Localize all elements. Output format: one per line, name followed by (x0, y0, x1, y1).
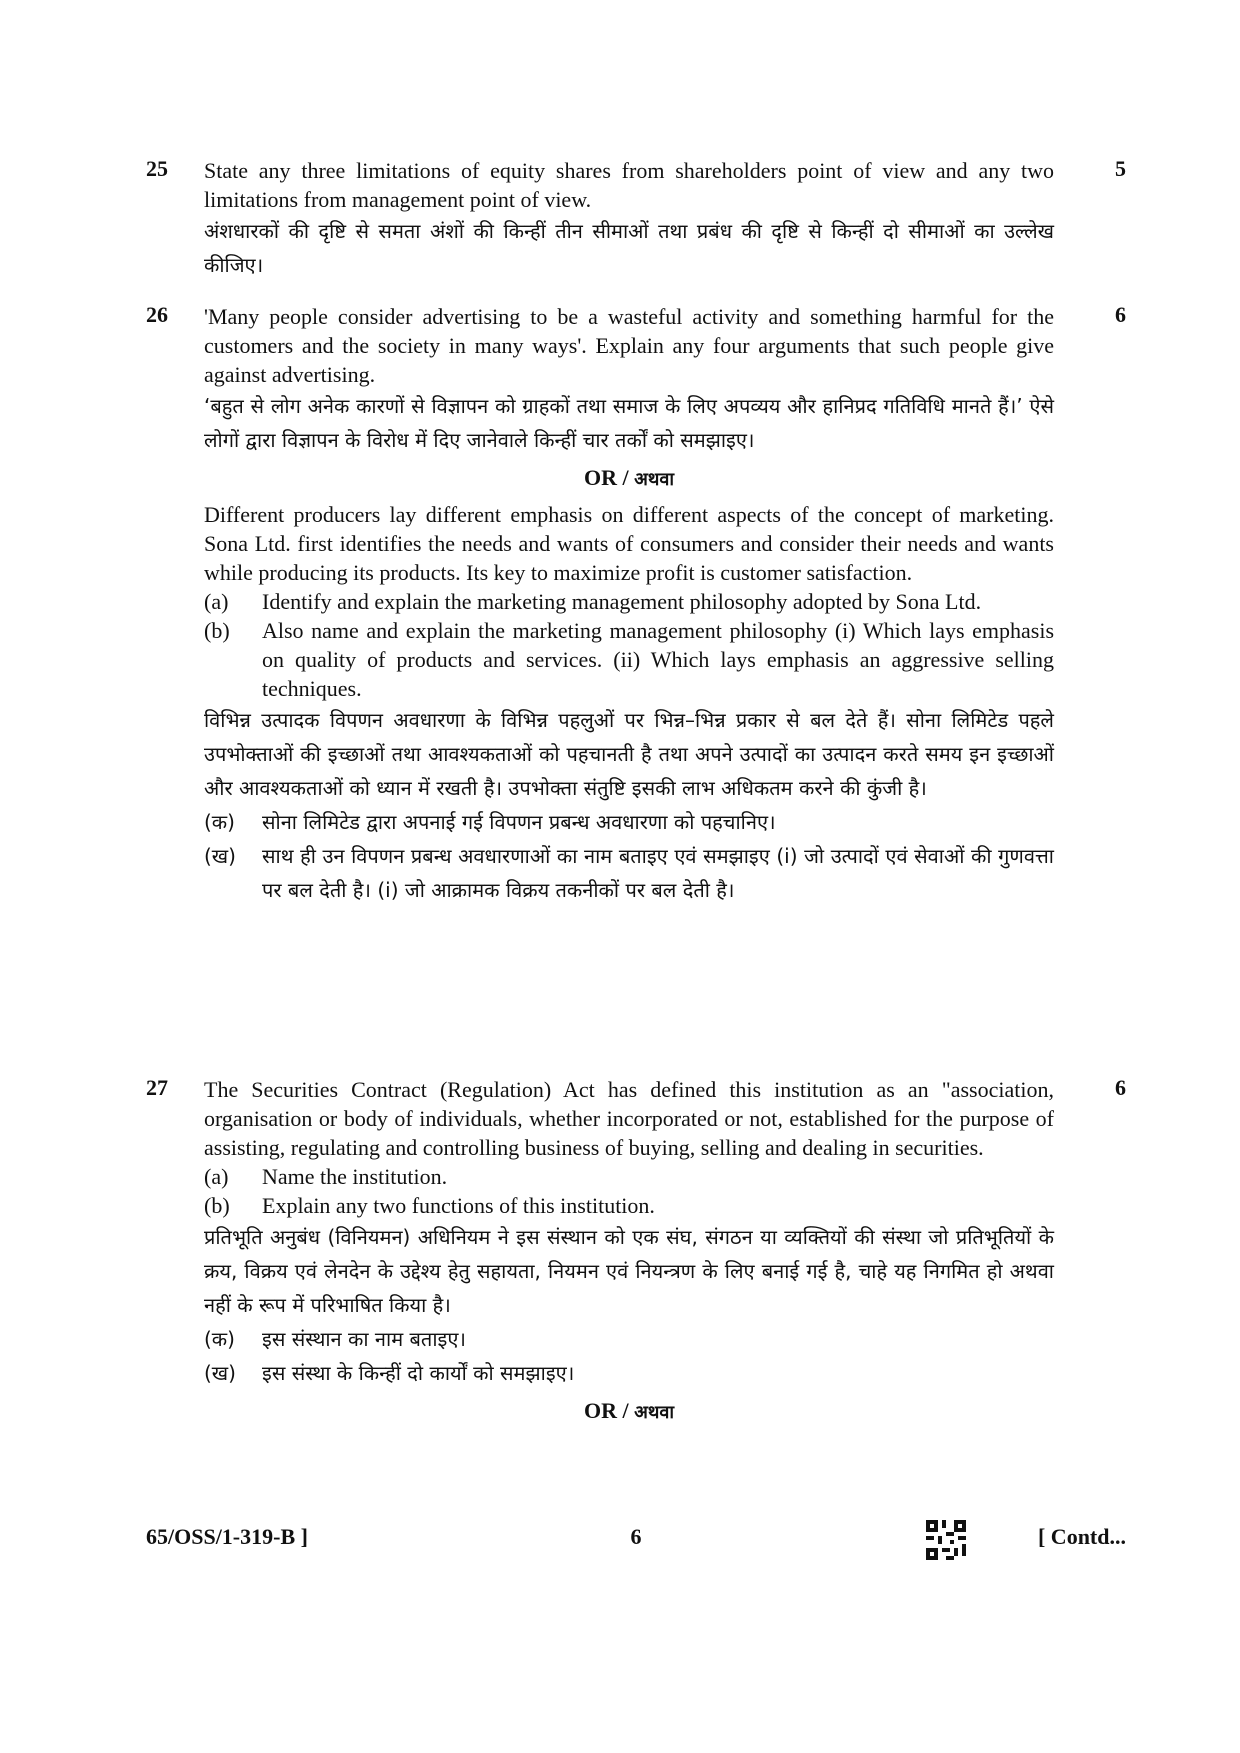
sub-question (204, 1322, 1054, 1356)
alternative-text-hi: विभिन्न उत्पादक विपणन अवधारणा के विभिन्न पहलुओं पर भिन्न–भिन्न प्रकार से बल देते हैं। सोना लिमिटेड पहले उपभोक्ताओं की इच्छाओं तथा आवश्यकताओं को पहचानती है तथा अपने उत्पादों का उत्पादन करते समय इन इच्छाओं और आवश्यकताओं को ध्यान में रखती है। उपभोक्ता संतुष्टि इसकी लाभ अधिकतम करने की कुंजी है। (204, 708, 1054, 800)
question-marks: 6 (1115, 302, 1126, 327)
question-number: 25 (146, 156, 168, 181)
qr-code-icon (926, 1520, 966, 1560)
or-divider (204, 1396, 1054, 1427)
question-text-hi: ‘बहुत से लोग अनेक कारणों से विज्ञापन को ग्राहकों तथा समाज के लिए अपव्यय और हानिप्रद गतिविधि मानते हैं।’ ऐसे लोगों द्वारा विज्ञापन के विरोध में दिए जानेवाले किन्हीं चार तर्कों को समझाइए। (204, 394, 1054, 452)
or-divider (204, 463, 1054, 494)
question-marks: 5 (1115, 156, 1126, 181)
page-number: 6 (630, 1524, 642, 1549)
sub-question-text: इस संस्थान का नाम बताइए। (262, 1327, 466, 1351)
question-number: 27 (146, 1075, 168, 1100)
sub-question-label: (a) (204, 1164, 229, 1189)
question-text-en: The Securities Contract (Regulation) Act has defined this institution as an "association, organisation or body of individuals, whether incorporated or not, established for the purpose of assisting, regulating and controlling business of buying, selling and dealing in securities. (204, 1077, 1054, 1160)
question-26 (146, 302, 1126, 907)
question-27 (146, 1075, 1126, 1433)
question-number: 26 (146, 302, 168, 327)
sub-question-text: सोना लिमिटेड द्वारा अपनाई गई विपणन प्रबन्ध अवधारणा को पहचानिए। (262, 810, 776, 834)
sub-question (204, 1191, 1054, 1220)
sub-question (204, 805, 1054, 839)
sub-question-label: (क) (204, 1327, 235, 1351)
question-marks: 6 (1115, 1075, 1126, 1100)
or-label-hi: अथवा (634, 1402, 675, 1423)
sub-question (204, 616, 1054, 703)
sub-question (204, 587, 1054, 616)
sub-question (204, 1356, 1054, 1390)
sub-question-label: (a) (204, 589, 229, 614)
question-text-en: 'Many people consider advertising to be a wasteful activity and something harmful for the customers and the society in many ways'. Explain any four arguments that such people give against advertising. (204, 304, 1054, 387)
continued-label: [ Contd... (1037, 1524, 1126, 1549)
sub-question-text: साथ ही उन विपणन प्रबन्ध अवधारणाओं का नाम बताइए एवं समझाइए (i) जो उत्पादों एवं सेवाओं की गुणवत्ता पर बल देती है। (i) जो आक्रामक विक्रय तकनीकों पर बल देती है। (262, 844, 1054, 902)
sub-question-label: (b) (204, 1193, 230, 1218)
sub-question-text: Identify and explain the marketing management philosophy adopted by Sona Ltd. (262, 589, 982, 614)
paper-code: 65/OSS/1-319-B ] (146, 1524, 308, 1549)
question-text-hi: प्रतिभूति अनुबंध (विनियमन) अधिनियम ने इस संस्थान को एक संघ, संगठन या व्यक्तियों की संस्था जो प्रतिभूतियों के क्रय, विक्रय एवं लेनदेन के उद्देश्य हेतु सहायता, नियमन एवं नियन्त्रण के लिए बनाई गई है, चाहे यह निगमित हो अथवा नहीं के रूप में परिभाषित किया है। (204, 1225, 1054, 1317)
sub-question (204, 1162, 1054, 1191)
sub-question-label: (ख) (204, 1361, 236, 1385)
question-25 (146, 156, 1126, 282)
sub-question-label: (ख) (204, 844, 236, 868)
question-text-hi: अंशधारकों की दृष्टि से समता अंशों की किन्हीं तीन सीमाओं तथा प्रबंध की दृष्टि से किन्हीं दो सीमाओं का उल्लेख कीजिए। (204, 219, 1054, 277)
or-label-hi: अथवा (634, 469, 675, 490)
or-label-en: OR / (583, 465, 629, 490)
question-text-en: State any three limitations of equity shares from shareholders point of view and any two limitations from management point of view. (204, 158, 1054, 212)
sub-question-text: इस संस्था के किन्हीं दो कार्यों को समझाइए। (262, 1361, 575, 1385)
sub-question-text: Name the institution. (262, 1164, 448, 1189)
sub-question-text: Also name and explain the marketing management philosophy (i) Which lays emphasis on quality of products and services. (ii) Which lays emphasis an aggressive selling techniques. (262, 618, 1054, 701)
sub-question-text: Explain any two functions of this institution. (262, 1193, 655, 1218)
alternative-text-en: Different producers lay different emphasis on different aspects of the concept of marketing. Sona Ltd. first identifies the needs and wants of consumers and consider their needs and wants while producing its products. Its key to maximize profit is customer satisfaction. (204, 502, 1054, 585)
sub-question (204, 839, 1054, 907)
sub-question-label: (क) (204, 810, 235, 834)
sub-question-label: (b) (204, 618, 230, 643)
page-footer (146, 1524, 1126, 1564)
or-label-en: OR / (583, 1398, 629, 1423)
